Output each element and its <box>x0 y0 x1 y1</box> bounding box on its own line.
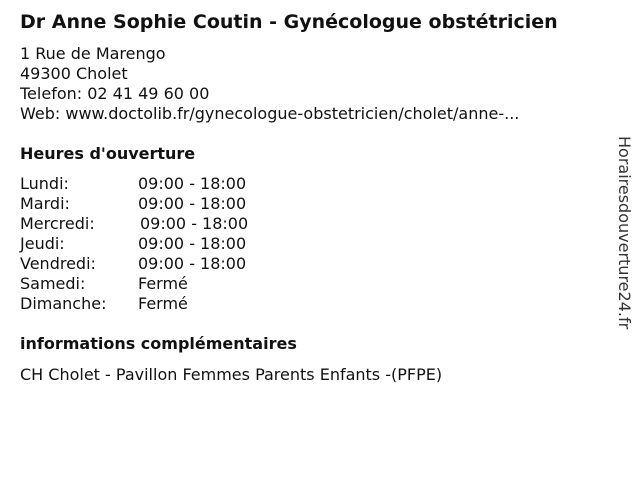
hours-row-sunday <box>20 294 248 314</box>
day-hours: 09:00 - 18:00 <box>138 234 247 253</box>
opening-hours-heading: Heures d'ouverture <box>20 144 196 163</box>
watermark-text: Horairesdouverture24.fr <box>615 136 634 330</box>
day-hours: 09:00 - 18:00 <box>138 254 247 273</box>
day-hours: 09:00 - 18:00 <box>138 174 247 193</box>
opening-hours-table <box>20 174 248 314</box>
city: 49300 Cholet <box>20 64 128 83</box>
hours-row-thursday <box>20 234 248 254</box>
day-hours: 09:00 - 18:00 <box>138 194 247 213</box>
day-label: Mardi: <box>20 194 70 213</box>
day-label: Samedi: <box>20 274 86 293</box>
address-block <box>20 44 519 124</box>
hours-row-saturday <box>20 274 248 294</box>
day-hours: 09:00 - 18:00 <box>140 214 249 233</box>
hours-row-monday <box>20 174 248 194</box>
day-label: Vendredi: <box>20 254 96 273</box>
watermark <box>612 136 636 346</box>
phone-number: Telefon: 02 41 49 60 00 <box>20 84 210 103</box>
additional-info-text: CH Cholet - Pavillon Femmes Parents Enfants -(PFPE) <box>20 365 443 384</box>
day-label: Mercredi: <box>20 214 95 233</box>
day-hours: Fermé <box>138 274 188 293</box>
hours-row-tuesday <box>20 194 248 214</box>
hours-row-wednesday <box>20 214 248 234</box>
day-label: Lundi: <box>20 174 69 193</box>
hours-row-friday <box>20 254 248 274</box>
website-url: Web: www.doctolib.fr/gynecologue-obstetricien/cholet/anne-... <box>20 104 520 123</box>
day-hours: Fermé <box>138 294 188 313</box>
day-label: Jeudi: <box>20 234 65 253</box>
street-address: 1 Rue de Marengo <box>20 44 166 63</box>
page-title: Dr Anne Sophie Coutin - Gynécologue obstétricien <box>20 11 558 33</box>
day-label: Dimanche: <box>20 294 107 313</box>
additional-info-heading: informations complémentaires <box>20 334 297 353</box>
